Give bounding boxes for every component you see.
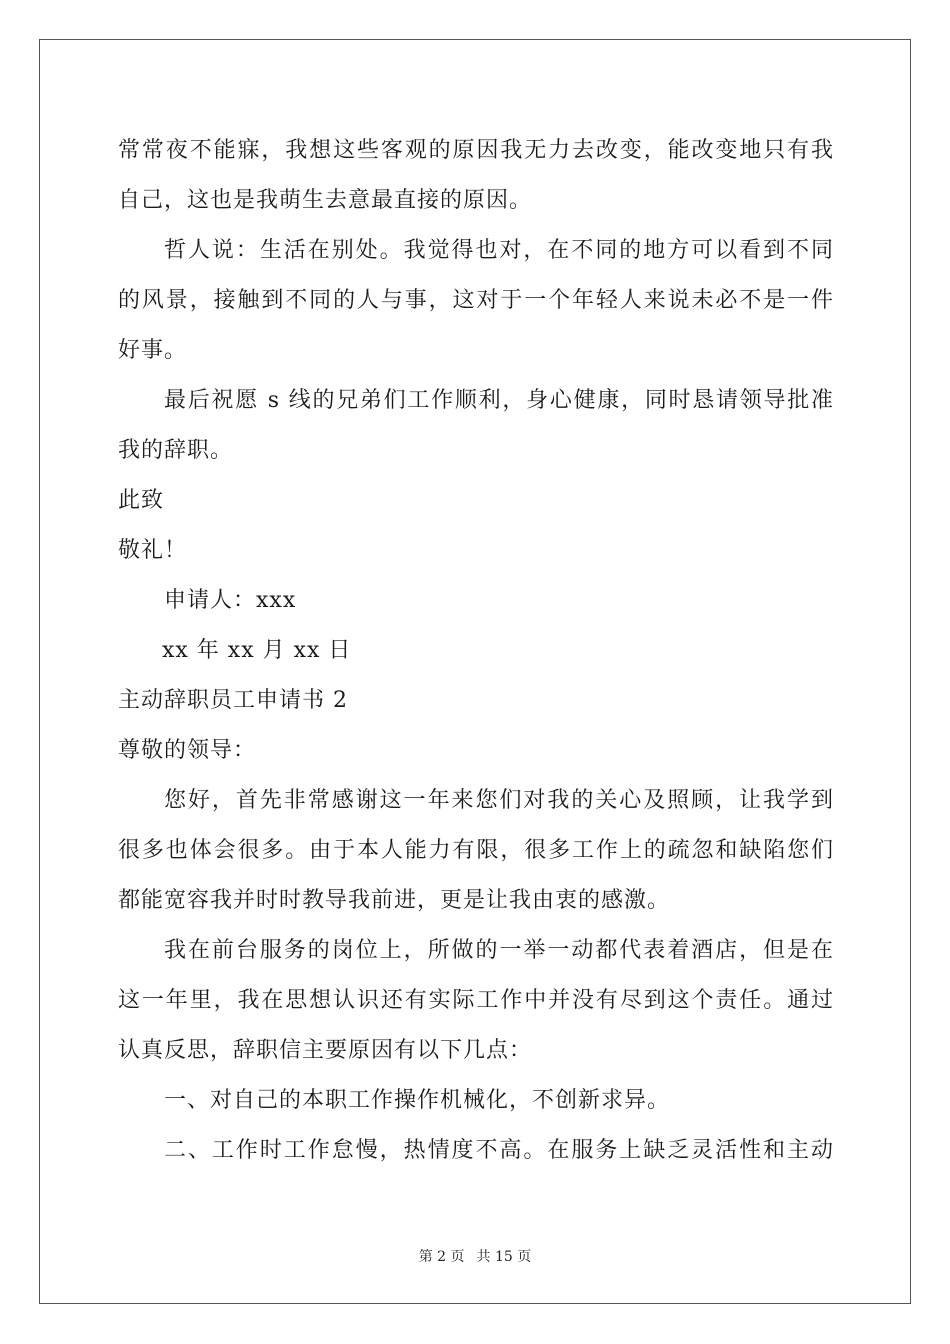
applicant-line: 申请人：xxx — [164, 588, 297, 613]
paragraph-line: 哲人说：生活在别处。我觉得也对，在不同的地方可以看到不同 — [164, 238, 834, 263]
paragraph-line: 很多也体会很多。由于本人能力有限，很多工作上的疏忽和缺陷您们 — [118, 838, 834, 863]
paragraph-line: 最后祝愿 s 线的兄弟们工作顺利，身心健康，同时恳请领导批准 — [164, 388, 834, 413]
page-total: 共 15 页 — [476, 1249, 532, 1265]
section-title: 主动辞职员工申请书 2 — [118, 688, 348, 713]
page-footer — [0, 1248, 950, 1266]
greeting: 尊敬的领导： — [118, 738, 257, 763]
page-number: 第 2 页 — [418, 1249, 465, 1265]
closing-regards: 敬礼！ — [118, 538, 188, 563]
paragraph-line: 认真反思，辞职信主要原因有以下几点： — [118, 1038, 533, 1063]
list-item: 二、工作时工作怠慢，热情度不高。在服务上缺乏灵活性和主动 — [164, 1138, 834, 1163]
closing-salutation: 此致 — [118, 488, 165, 513]
paragraph-line: 我的辞职。 — [118, 438, 234, 463]
paragraph-line: 常常夜不能寐，我想这些客观的原因我无力去改变，能改变地只有我 — [118, 138, 834, 163]
paragraph-line: 您好，首先非常感谢这一年来您们对我的关心及照顾，让我学到 — [164, 788, 834, 813]
paragraph-line: 这一年里，我在思想认识还有实际工作中并没有尽到这个责任。通过 — [118, 988, 834, 1013]
paragraph-line: 都能宽容我并时时教导我前进，更是让我由衷的感激。 — [118, 888, 671, 913]
paragraph-line: 我在前台服务的岗位上，所做的一举一动都代表着酒店，但是在 — [164, 938, 834, 963]
paragraph-line: 好事。 — [118, 338, 188, 363]
paragraph-line: 自己，这也是我萌生去意最直接的原因。 — [118, 188, 533, 213]
paragraph-line: 的风景，接触到不同的人与事，这对于一个年轻人来说未必不是一件 — [118, 288, 834, 313]
list-item: 一、对自己的本职工作操作机械化，不创新求异。 — [164, 1088, 671, 1113]
date-line: xx 年 xx 月 xx 日 — [162, 638, 352, 663]
